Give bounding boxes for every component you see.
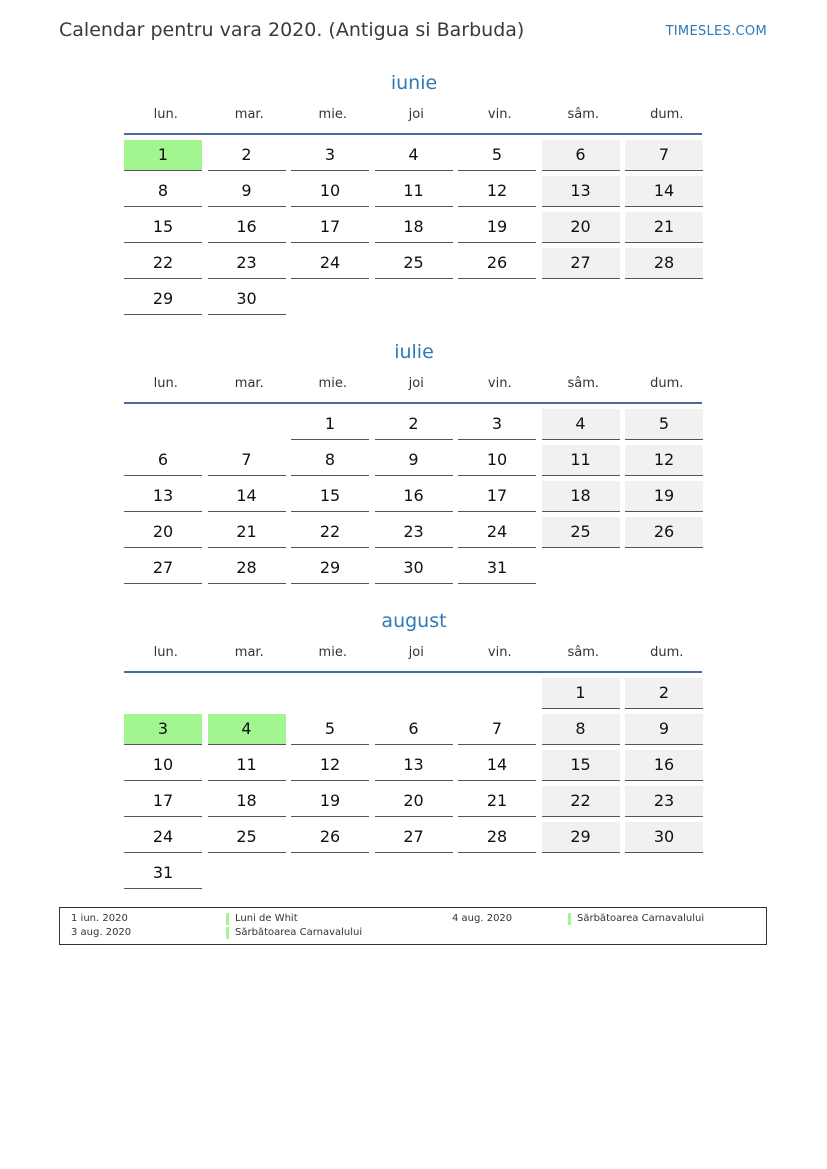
month-august xyxy=(124,607,704,894)
day-cell: 6 xyxy=(542,140,620,171)
week-row xyxy=(124,786,704,822)
day-cell: 26 xyxy=(291,822,369,853)
day-cell: 22 xyxy=(124,248,202,279)
week-row xyxy=(124,176,704,212)
day-cell: 19 xyxy=(625,481,703,512)
day-cell: 3 xyxy=(124,714,202,745)
empty-day-cell xyxy=(458,858,536,888)
day-cell: 30 xyxy=(208,284,286,315)
day-cell: 13 xyxy=(542,176,620,207)
day-cell: 25 xyxy=(375,248,453,279)
day-cell: 25 xyxy=(542,517,620,548)
day-cell: 10 xyxy=(124,750,202,781)
day-cell: 20 xyxy=(124,517,202,548)
day-cell: 16 xyxy=(375,481,453,512)
header-divider xyxy=(124,402,702,404)
weekday-label: mie. xyxy=(318,645,347,660)
week-row xyxy=(124,284,704,320)
day-cell: 23 xyxy=(625,786,703,817)
day-cell: 8 xyxy=(291,445,369,476)
day-cell: 26 xyxy=(625,517,703,548)
empty-day-cell xyxy=(291,678,369,708)
week-row xyxy=(124,481,704,517)
empty-day-cell xyxy=(375,678,453,708)
weekday-label: lun. xyxy=(153,107,178,122)
week-row xyxy=(124,822,704,858)
day-cell: 23 xyxy=(208,248,286,279)
day-cell: 10 xyxy=(291,176,369,207)
legend-date: 1 iun. 2020 xyxy=(71,913,128,924)
day-cell: 21 xyxy=(625,212,703,243)
day-cell: 2 xyxy=(208,140,286,171)
empty-day-cell xyxy=(375,284,453,314)
empty-day-cell xyxy=(208,678,286,708)
weekday-label: vin. xyxy=(487,376,512,391)
weekday-header xyxy=(124,643,704,671)
weekday-label: mar. xyxy=(234,376,264,391)
day-cell: 5 xyxy=(291,714,369,745)
weekday-label: lun. xyxy=(153,376,178,391)
day-cell: 1 xyxy=(291,409,369,440)
day-cell: 25 xyxy=(208,822,286,853)
empty-day-cell xyxy=(291,858,369,888)
day-cell: 17 xyxy=(124,786,202,817)
week-row xyxy=(124,553,704,589)
legend-holiday-name: Sărbătoarea Carnavalului xyxy=(568,913,704,925)
day-cell: 2 xyxy=(375,409,453,440)
day-cell: 14 xyxy=(458,750,536,781)
weekday-label: vin. xyxy=(487,645,512,660)
day-cell: 18 xyxy=(208,786,286,817)
empty-day-cell xyxy=(124,678,202,708)
week-row xyxy=(124,409,704,445)
empty-day-cell xyxy=(208,858,286,888)
day-cell: 17 xyxy=(458,481,536,512)
day-cell: 7 xyxy=(458,714,536,745)
day-cell: 20 xyxy=(375,786,453,817)
day-cell: 8 xyxy=(542,714,620,745)
empty-day-cell xyxy=(542,858,620,888)
week-row xyxy=(124,714,704,750)
empty-day-cell xyxy=(124,409,202,439)
empty-day-cell xyxy=(458,284,536,314)
day-cell: 18 xyxy=(375,212,453,243)
day-cell: 29 xyxy=(124,284,202,315)
empty-day-cell xyxy=(625,284,703,314)
weekday-header xyxy=(124,105,704,133)
week-row xyxy=(124,445,704,481)
day-cell: 1 xyxy=(542,678,620,709)
day-cell: 4 xyxy=(542,409,620,440)
day-cell: 24 xyxy=(124,822,202,853)
day-cell: 21 xyxy=(208,517,286,548)
day-cell: 19 xyxy=(458,212,536,243)
day-cell: 3 xyxy=(291,140,369,171)
day-cell: 6 xyxy=(124,445,202,476)
day-cell: 1 xyxy=(124,140,202,171)
weekday-label: sâm. xyxy=(567,645,600,660)
legend-date: 4 aug. 2020 xyxy=(452,913,513,924)
day-cell: 3 xyxy=(458,409,536,440)
day-cell: 11 xyxy=(542,445,620,476)
day-cell: 9 xyxy=(375,445,453,476)
month-july xyxy=(124,338,704,589)
empty-day-cell xyxy=(458,678,536,708)
weekday-label: joi xyxy=(408,645,424,660)
day-cell: 28 xyxy=(458,822,536,853)
day-cell: 10 xyxy=(458,445,536,476)
day-cell: 15 xyxy=(124,212,202,243)
weekday-label: mie. xyxy=(318,107,347,122)
empty-day-cell xyxy=(208,409,286,439)
week-row xyxy=(124,517,704,553)
weekday-label: joi xyxy=(408,376,424,391)
day-cell: 4 xyxy=(375,140,453,171)
empty-day-cell xyxy=(542,284,620,314)
day-cell: 16 xyxy=(625,750,703,781)
day-cell: 2 xyxy=(625,678,703,709)
legend-date: 3 aug. 2020 xyxy=(71,927,132,938)
day-cell: 14 xyxy=(208,481,286,512)
day-cell: 31 xyxy=(458,553,536,584)
day-cell: 17 xyxy=(291,212,369,243)
day-cell: 13 xyxy=(375,750,453,781)
weekday-header xyxy=(124,374,704,402)
day-cell: 28 xyxy=(208,553,286,584)
header-divider xyxy=(124,671,702,673)
day-cell: 22 xyxy=(542,786,620,817)
day-cell: 15 xyxy=(291,481,369,512)
day-cell: 12 xyxy=(625,445,703,476)
day-cell: 8 xyxy=(124,176,202,207)
weekday-label: dum. xyxy=(650,107,684,122)
day-cell: 27 xyxy=(542,248,620,279)
weekday-label: lun. xyxy=(153,645,178,660)
day-cell: 12 xyxy=(458,176,536,207)
day-cell: 6 xyxy=(375,714,453,745)
page-title: Calendar pentru vara 2020. (Antigua si Barbuda) xyxy=(59,19,525,41)
brand-link[interactable]: TIMESLES.COM xyxy=(665,24,767,39)
day-cell: 5 xyxy=(458,140,536,171)
holiday-legend xyxy=(59,907,767,945)
day-grid xyxy=(124,409,704,589)
week-row xyxy=(124,858,704,894)
weekday-label: vin. xyxy=(487,107,512,122)
weekday-label: mar. xyxy=(234,645,264,660)
day-cell: 29 xyxy=(542,822,620,853)
day-cell: 11 xyxy=(375,176,453,207)
weekday-label: joi xyxy=(408,107,424,122)
day-cell: 24 xyxy=(291,248,369,279)
day-grid xyxy=(124,140,704,320)
day-cell: 28 xyxy=(625,248,703,279)
week-row xyxy=(124,750,704,786)
month-june xyxy=(124,69,704,320)
day-cell: 27 xyxy=(124,553,202,584)
week-row xyxy=(124,140,704,176)
weekday-label: dum. xyxy=(650,376,684,391)
weekday-label: sâm. xyxy=(567,107,600,122)
day-cell: 26 xyxy=(458,248,536,279)
day-grid xyxy=(124,678,704,894)
day-cell: 14 xyxy=(625,176,703,207)
day-cell: 9 xyxy=(625,714,703,745)
day-cell: 7 xyxy=(208,445,286,476)
week-row xyxy=(124,212,704,248)
empty-day-cell xyxy=(542,553,620,583)
day-cell: 30 xyxy=(375,553,453,584)
month-title: iulie xyxy=(394,341,434,363)
day-cell: 13 xyxy=(124,481,202,512)
day-cell: 29 xyxy=(291,553,369,584)
empty-day-cell xyxy=(291,284,369,314)
month-title: august xyxy=(381,610,447,632)
month-title: iunie xyxy=(390,72,438,94)
day-cell: 20 xyxy=(542,212,620,243)
day-cell: 23 xyxy=(375,517,453,548)
legend-holiday-name: Luni de Whit xyxy=(226,913,298,925)
day-cell: 30 xyxy=(625,822,703,853)
day-cell: 15 xyxy=(542,750,620,781)
empty-day-cell xyxy=(625,553,703,583)
weekday-label: mar. xyxy=(234,107,264,122)
day-cell: 16 xyxy=(208,212,286,243)
weekday-label: sâm. xyxy=(567,376,600,391)
week-row xyxy=(124,678,704,714)
day-cell: 9 xyxy=(208,176,286,207)
weekday-label: mie. xyxy=(318,376,347,391)
day-cell: 7 xyxy=(625,140,703,171)
day-cell: 18 xyxy=(542,481,620,512)
day-cell: 19 xyxy=(291,786,369,817)
empty-day-cell xyxy=(375,858,453,888)
header-divider xyxy=(124,133,702,135)
day-cell: 12 xyxy=(291,750,369,781)
day-cell: 27 xyxy=(375,822,453,853)
week-row xyxy=(124,248,704,284)
day-cell: 4 xyxy=(208,714,286,745)
legend-holiday-name: Sărbătoarea Carnavalului xyxy=(226,927,362,939)
day-cell: 11 xyxy=(208,750,286,781)
empty-day-cell xyxy=(625,858,703,888)
day-cell: 5 xyxy=(625,409,703,440)
day-cell: 21 xyxy=(458,786,536,817)
day-cell: 31 xyxy=(124,858,202,889)
day-cell: 22 xyxy=(291,517,369,548)
weekday-label: dum. xyxy=(650,645,684,660)
day-cell: 24 xyxy=(458,517,536,548)
